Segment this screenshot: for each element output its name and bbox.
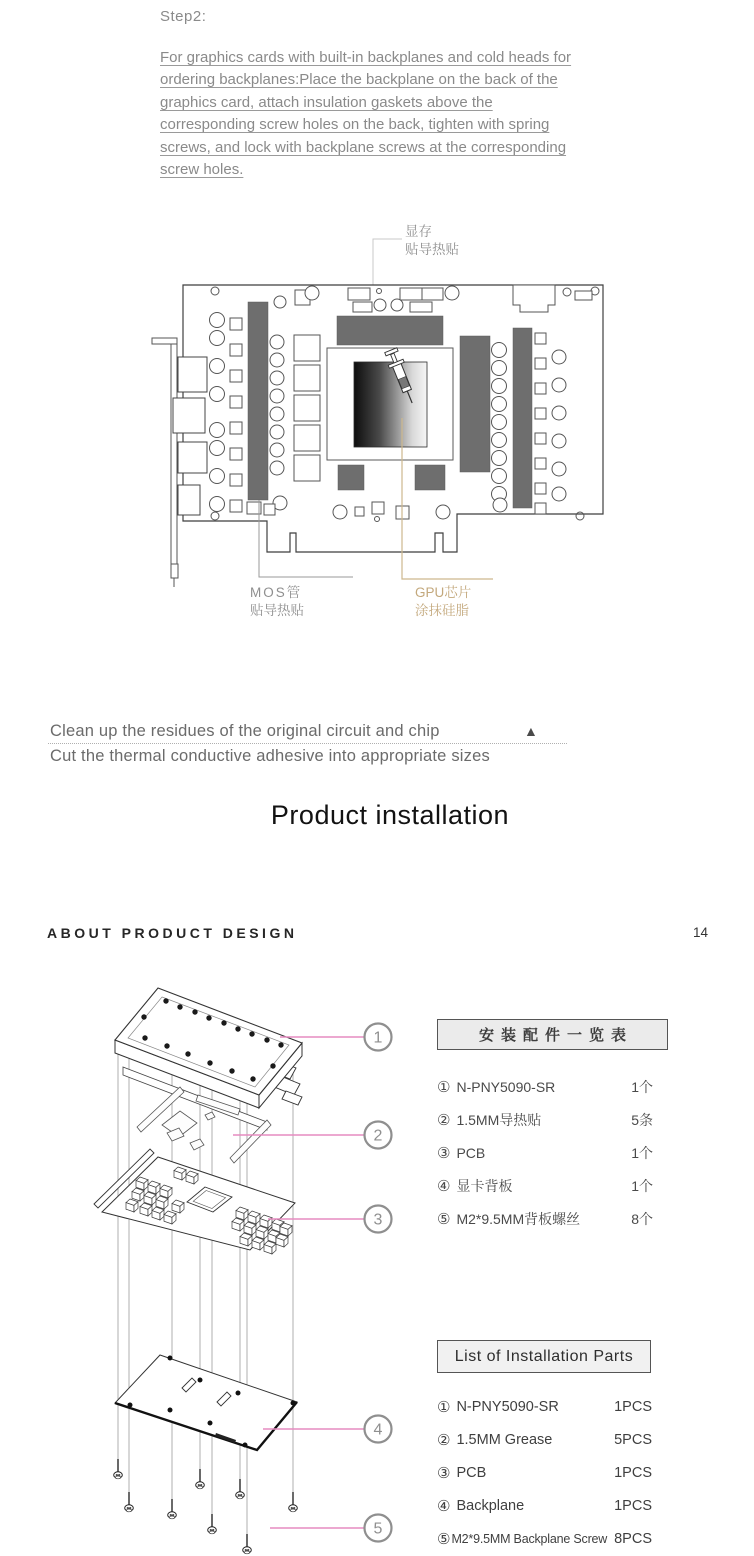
part-name: Backplane	[456, 1497, 525, 1514]
page-title: Product installation	[270, 800, 510, 830]
part-number-badge: ⑤	[437, 1530, 451, 1548]
pcb-part	[94, 1149, 295, 1254]
cn-part-row-1	[437, 1070, 653, 1103]
en-part-row-4	[437, 1489, 652, 1522]
part-qty: 1个	[631, 1177, 653, 1194]
en-part-row-2	[437, 1423, 652, 1456]
part-name: M2*9.5MM背板螺丝	[456, 1210, 581, 1227]
part-name: PCB	[456, 1144, 486, 1161]
part-number-badge: ②	[437, 1111, 451, 1129]
part-name: M2*9.5MM Backplane Screw	[451, 1531, 608, 1546]
part-number-badge: ③	[437, 1144, 451, 1162]
mos-label-line2: 贴导热贴	[250, 603, 304, 618]
part-number-badge: ①	[437, 1398, 451, 1416]
section-heading: ABOUT PRODUCT DESIGN	[47, 925, 298, 941]
en-part-row-1	[437, 1390, 652, 1423]
note-line-1: Clean up the residues of the original circuit and chip	[50, 722, 440, 740]
callout-1-number: 1	[373, 1029, 383, 1047]
gpu-die	[354, 362, 427, 447]
cn-part-row-2	[437, 1103, 653, 1136]
callout-4-number: 4	[373, 1421, 383, 1439]
part-qty: 1个	[631, 1144, 653, 1161]
gpu-label-line1: GPU芯片	[415, 585, 472, 600]
dotted-divider	[48, 743, 567, 744]
en-table-title: List of Installation Parts	[437, 1340, 651, 1373]
part-number-badge: ④	[437, 1497, 451, 1515]
io-bracket	[152, 338, 178, 587]
part-number-badge: ⑤	[437, 1210, 451, 1228]
en-part-row-3	[437, 1456, 652, 1489]
vram-label-line1: 显存	[405, 224, 432, 239]
vram-label-line2: 贴导热贴	[405, 242, 459, 257]
part-qty: 1PCS	[614, 1398, 652, 1415]
part-qty: 8个	[631, 1210, 653, 1227]
part-number-badge: ④	[437, 1177, 451, 1195]
part-number-badge: ①	[437, 1078, 451, 1096]
exploded-diagram	[40, 985, 420, 1556]
cn-part-row-3	[437, 1136, 653, 1169]
part-qty: 1个	[631, 1078, 653, 1095]
cn-parts-table	[437, 1070, 653, 1235]
part-qty: 1PCS	[614, 1497, 652, 1514]
part-name: 1.5MM导热贴	[456, 1111, 542, 1128]
callout-5	[270, 1515, 392, 1542]
waterblock-part	[115, 988, 302, 1130]
warning-triangle-icon: ▲	[524, 723, 538, 739]
step-paragraph: For graphics cards with built-in backplanes and cold heads for ordering backplanes:Place the backplane on the back of the graphics card, attach insulation gaskets above the corresponding screw holes on the back, tighten with spring screws, and lock with backplane screws at the corresponding screw holes.	[160, 49, 572, 179]
part-qty: 5PCS	[614, 1431, 652, 1448]
part-qty: 8PCS	[614, 1530, 652, 1547]
note-line-2: Cut the thermal conductive adhesive into appropriate sizes	[50, 747, 490, 765]
gpu-label-line2: 涂抹硅脂	[415, 603, 469, 618]
screws-part	[114, 1459, 298, 1554]
mos-label-line1: MOS管	[250, 585, 303, 600]
part-name: PCB	[456, 1464, 487, 1481]
part-number-badge: ②	[437, 1431, 451, 1449]
part-name: 1.5MM Grease	[456, 1431, 553, 1448]
page-number: 14	[693, 925, 709, 940]
part-qty: 1PCS	[614, 1464, 652, 1481]
backplane-part	[115, 1355, 297, 1450]
pcb-diagram	[150, 218, 620, 630]
callout-2-number: 2	[373, 1127, 383, 1145]
part-qty: 5条	[631, 1111, 653, 1128]
callout-5-number: 5	[373, 1520, 383, 1538]
part-name: N-PNY5090-SR	[456, 1078, 556, 1095]
callout-3-number: 3	[373, 1211, 383, 1229]
part-name: 显卡背板	[456, 1177, 513, 1194]
step-label: Step2:	[160, 8, 207, 25]
part-number-badge: ③	[437, 1464, 451, 1482]
cn-part-row-5	[437, 1202, 653, 1235]
en-parts-table	[437, 1390, 652, 1555]
part-name: N-PNY5090-SR	[456, 1398, 559, 1415]
cn-part-row-4	[437, 1169, 653, 1202]
en-part-row-5	[437, 1522, 652, 1555]
cn-table-title: 安装配件一览表	[437, 1019, 668, 1050]
